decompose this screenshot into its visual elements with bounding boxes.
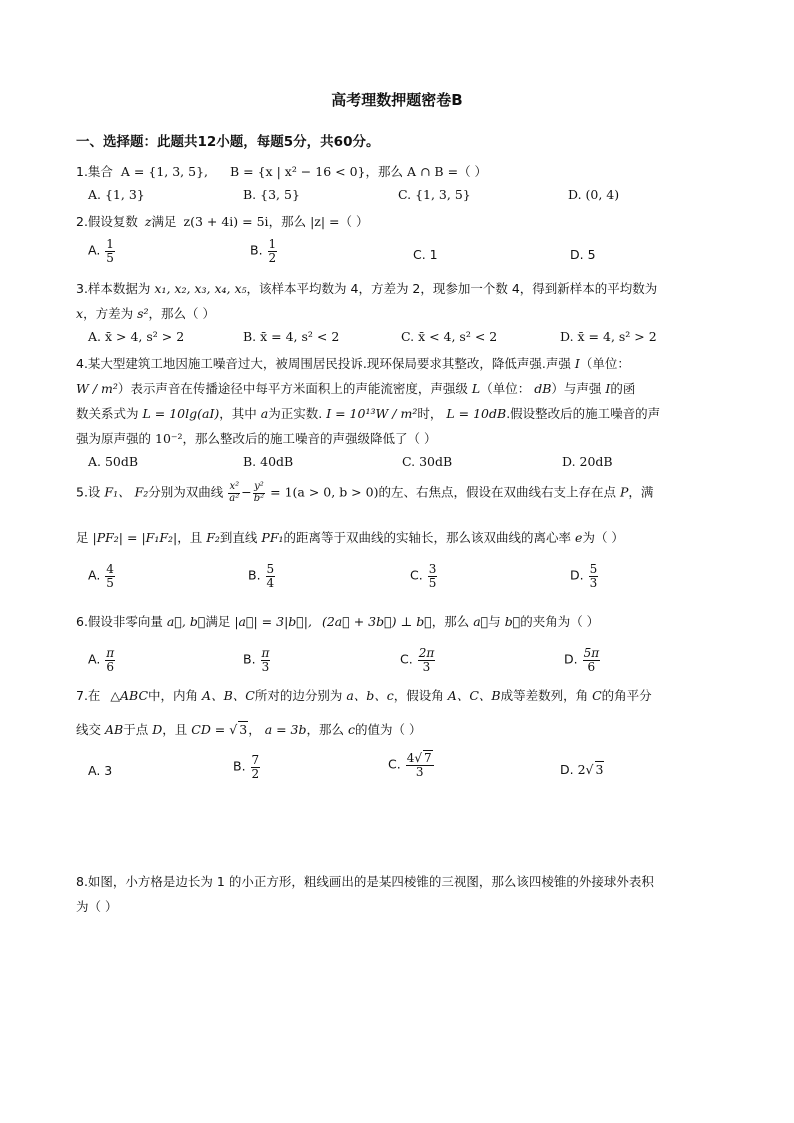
q5-hyperbola-x: $\frac{\text{x²}}{\text{a²}}$: [229, 481, 240, 504]
q2-option-b: B. $\frac{1}{2}$: [250, 237, 277, 265]
q7-option-c: C. $\frac{4√ 7}{3}$: [388, 751, 432, 779]
q5-option-b: B. $\frac{5}{4}$: [248, 562, 275, 590]
q2-var: z: [144, 214, 152, 229]
q2-stem-c: ，那么: [268, 214, 307, 229]
q2-stem: 2.假设复数: [76, 214, 138, 229]
question-8-line2: 为（ ）: [76, 899, 118, 914]
question-4-line2: W / m²）表示声音在传播途径中每平方米面积上的声能流密度，声强级 L（单位： dB）与声强 I的函: [76, 381, 636, 396]
question-4: 4.某大型建筑工地因施工噪音过大，被周围居民投诉.现环保局要求其整改，降低声强.声强 I（单位：: [76, 356, 630, 371]
q4-option-d: D. 20dB: [562, 454, 613, 469]
q1-blank: （ ）: [458, 164, 488, 179]
q5-option-c: C. $\frac{3}{5}$: [410, 562, 437, 590]
q6-option-c: C. $\frac{2\pi}{3}$: [400, 646, 435, 674]
question-8: 8.如图，小方格是边长为 1 的小正方形，粗线画出的是某四棱锥的三视图，那么该四棱锥的外接球外表积: [76, 874, 654, 889]
question-4-line4: 强为原声强的 10⁻²，那么整改后的施工噪音的声强级降低了（ ）: [76, 431, 437, 446]
q1-set-b: B = {x | x² − 16 < 0}: [230, 164, 366, 179]
q3-var: x: [76, 306, 84, 321]
q6-option-a: A. $\frac{\pi}{6}$: [88, 646, 115, 674]
q5-option-d: D. $\frac{5}{3}$: [570, 562, 598, 590]
q5-hyperbola-y: $\frac{\text{y²}}{\text{b²}}$: [253, 481, 265, 504]
q3-option-b: B. x̄ = 4, s² < 2: [243, 329, 340, 344]
q7-option-a: A. 3: [88, 763, 113, 778]
q1-option-c: C. {1, 3, 5}: [398, 187, 471, 202]
q7-option-d: D. 2√ 3: [560, 762, 604, 777]
page-title: 高考理数押题密卷B: [331, 91, 463, 109]
question-7-line2: 线交 AB于点 D，且 CD = √ 3， a = 3b，那么 c的值为（ ）: [76, 722, 422, 737]
q1-set-a: A = {1, 3, 5},: [120, 164, 209, 179]
q1-option-d: D. (0, 4): [568, 187, 620, 202]
section-heading: 一、选择题：此题共12小题，每题5分，共60分。: [76, 134, 380, 150]
q7-option-b: B. $\frac{7}{2}$: [233, 753, 260, 781]
q1-stem: 1.集合: [76, 164, 113, 179]
q1-stem-b: ，那么: [365, 164, 403, 179]
q2-equation: z(3 + 4i) = 5i: [183, 214, 269, 229]
q4-option-a: A. 50dB: [88, 454, 139, 469]
q6-option-b: B. $\frac{\pi}{3}$: [243, 646, 270, 674]
q3-option-c: C. x̄ < 4, s² < 2: [401, 329, 498, 344]
q1-expr: A ∩ B =: [406, 164, 459, 179]
q3-option-d: D. x̄ = 4, s² > 2: [560, 329, 657, 344]
question-7: 7.在 △ABC中，内角 A、B、C所对的边分别为 a、b、c，假设角 A、C、B成等差数列，角 C的角平分: [76, 688, 652, 703]
q2-blank: （ ）: [339, 214, 369, 229]
q4-option-b: B. 40dB: [243, 454, 294, 469]
question-5: 5.设 F₁、 F₂分别为双曲线 $\frac{\text{x²}}{\text{a²}}$ − $\frac{\text{y²}}{\text{b²}}$ = 1(a > 0, b > 0)的左、右焦点，假设在双曲线右支上存在点 P，满: [76, 481, 654, 504]
q1-option-b: B. {3, 5}: [243, 187, 300, 202]
question-2: [76, 212, 369, 230]
question-3-line2: x，方差为 s²，那么（ ）: [76, 306, 215, 321]
q3-data: x₁, x₂, x₃, x₄, x₅: [154, 281, 247, 296]
q2-abs: |z| =: [310, 214, 340, 229]
q2-stem-b: 满足: [151, 214, 177, 229]
q2-option-a: A. $\frac{1}{5}$: [88, 237, 114, 265]
question-3: [76, 279, 657, 297]
q4-option-c: C. 30dB: [402, 454, 453, 469]
q3-option-a: A. x̄ > 4, s² > 2: [88, 329, 185, 344]
q3-stem: 3.样本数据为: [76, 281, 151, 296]
q2-option-d: D. 5: [570, 247, 596, 262]
q1-option-a: A. {1, 3}: [88, 187, 145, 202]
q3-stem-b: ，该样本平均数为 4，方差为 2，现参加一个数 4，得到新样本的平均数为: [246, 281, 658, 296]
question-5-line2: 足 |PF₂| = |F₁F₂|，且 F₂到直线 PF₁的距离等于双曲线的实轴长，那么该双曲线的离心率 e为（ ）: [76, 530, 624, 545]
question-1: [76, 162, 487, 180]
question-4-line3: 数关系式为 L = 10lg(aI)，其中 a为正实数. I = 10¹³W / m²时， L = 10dB.假设整改后的施工噪音的声: [76, 406, 661, 421]
q6-option-d: D. $\frac{5\pi}{6}$: [564, 646, 600, 674]
question-6: 6.假设非零向量 a⃗, b⃗满足 |a⃗| = 3|b⃗|, (2a⃗ + 3b⃗) ⊥ b⃗，那么 a⃗与 b⃗的夹角为（ ）: [76, 614, 600, 629]
q5-option-a: A. $\frac{4}{5}$: [88, 562, 114, 590]
q2-option-c: C. 1: [413, 247, 438, 262]
